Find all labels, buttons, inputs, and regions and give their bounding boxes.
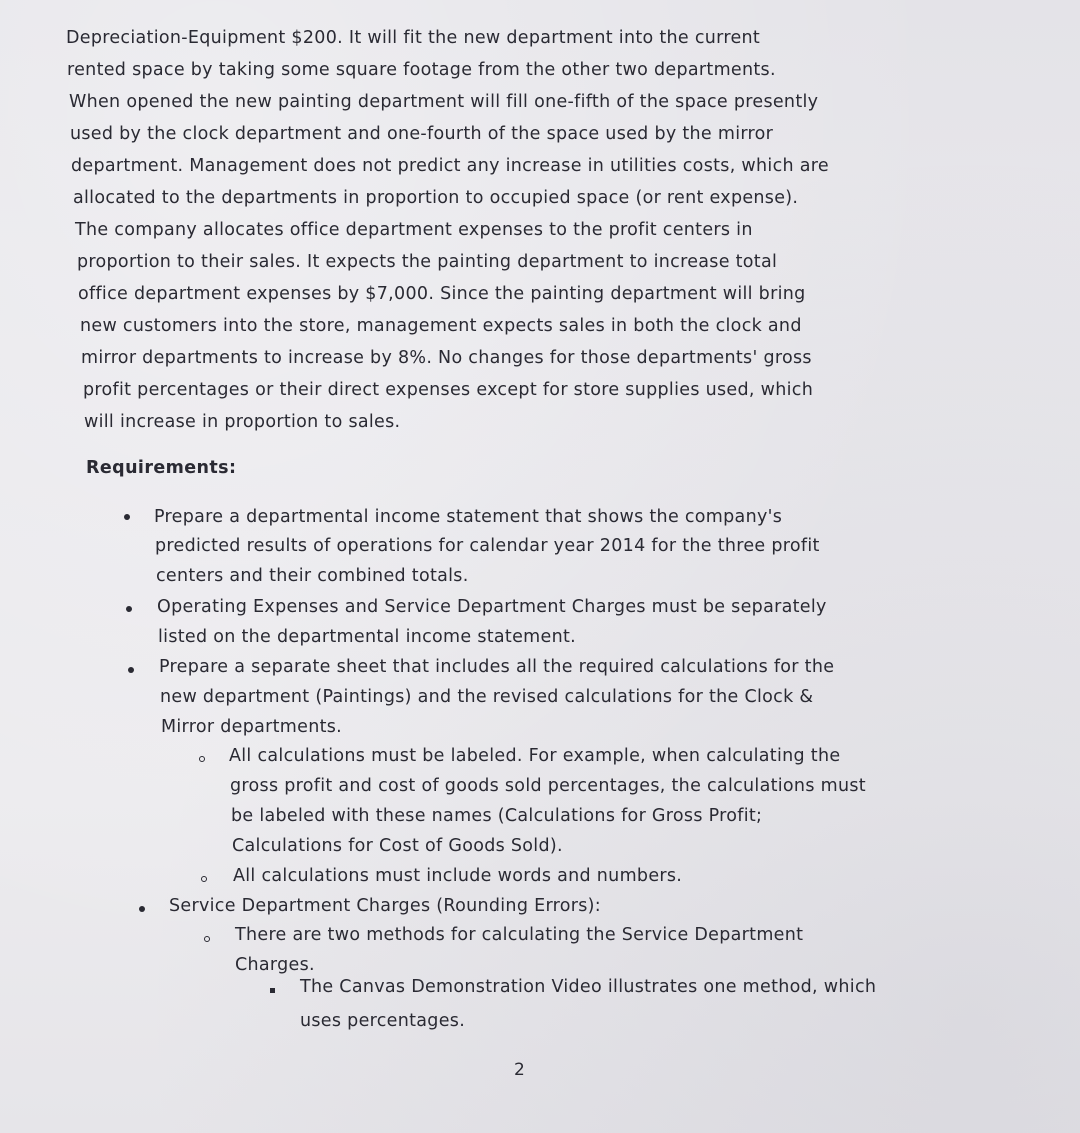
paragraph-line: will increase in proportion to sales. [84, 412, 401, 432]
sub-bullet-line: All calculations must include words and numbers. [233, 866, 683, 886]
bullet-icon [126, 606, 132, 612]
sub-bullet-icon [201, 876, 207, 882]
paragraph-line: mirror departments to increase by 8%. No changes for those departments' gross [81, 348, 812, 368]
sub-bullet-line: All calculations must be labeled. For example, when calculating the [229, 746, 841, 766]
page-number: 2 [514, 1060, 525, 1080]
bullet-icon [139, 906, 145, 912]
requirements-heading: Requirements: [86, 458, 237, 478]
bullet-line: listed on the departmental income statement. [158, 627, 576, 647]
paragraph-line: rented space by taking some square footage from the other two departments. [67, 60, 776, 80]
bullet-line: Prepare a separate sheet that includes all the required calculations for the [159, 657, 835, 677]
sub-sub-bullet-line: uses percentages. [300, 1011, 466, 1031]
paragraph-line: The company allocates office department expenses to the profit centers in [75, 220, 753, 240]
sub-bullet-icon [204, 936, 210, 942]
paragraph-line: allocated to the departments in proportion to occupied space (or rent expense). [73, 188, 799, 208]
bullet-line: new department (Paintings) and the revised calculations for the Clock & [160, 687, 814, 707]
paragraph-line: department. Management does not predict any increase in utilities costs, which are [71, 156, 829, 176]
bullet-line: centers and their combined totals. [156, 566, 469, 586]
paragraph-line: used by the clock department and one-fourth of the space used by the mirror [70, 124, 774, 144]
sub-bullet-line: be labeled with these names (Calculations for Gross Profit; [231, 806, 763, 826]
paragraph-line: office department expenses by $7,000. Since the painting department will bring [78, 284, 806, 304]
bullet-line: predicted results of operations for calendar year 2014 for the three profit [155, 536, 820, 556]
paragraph-line: When opened the new painting department will fill one-fifth of the space presently [69, 92, 819, 112]
paragraph-line: new customers into the store, management expects sales in both the clock and [80, 316, 802, 336]
sub-bullet-line: There are two methods for calculating the Service Department [235, 925, 804, 945]
bullet-line: Operating Expenses and Service Department Charges must be separately [157, 597, 827, 617]
bullet-icon [124, 514, 130, 520]
sub-bullet-line: gross profit and cost of goods sold percentages, the calculations must [230, 776, 866, 796]
intro-paragraph [66, 22, 966, 438]
bullet-line: Mirror departments. [161, 717, 343, 737]
paragraph-line: Depreciation-Equipment $200. It will fit the new department into the current [66, 28, 761, 48]
paragraph-line: proportion to their sales. It expects the painting department to increase total [77, 252, 778, 272]
square-bullet-icon [270, 988, 275, 993]
bullet-line: Service Department Charges (Rounding Errors): [169, 896, 601, 916]
bullet-icon [128, 667, 134, 673]
sub-bullet-icon [199, 756, 205, 762]
sub-sub-bullet-line: The Canvas Demonstration Video illustrates one method, which [300, 977, 877, 997]
sub-bullet-line: Calculations for Cost of Goods Sold). [232, 836, 563, 856]
paragraph-line: profit percentages or their direct expenses except for store supplies used, which [83, 380, 814, 400]
sub-bullet-line: Charges. [235, 955, 315, 975]
bullet-line: Prepare a departmental income statement that shows the company's [154, 507, 783, 527]
